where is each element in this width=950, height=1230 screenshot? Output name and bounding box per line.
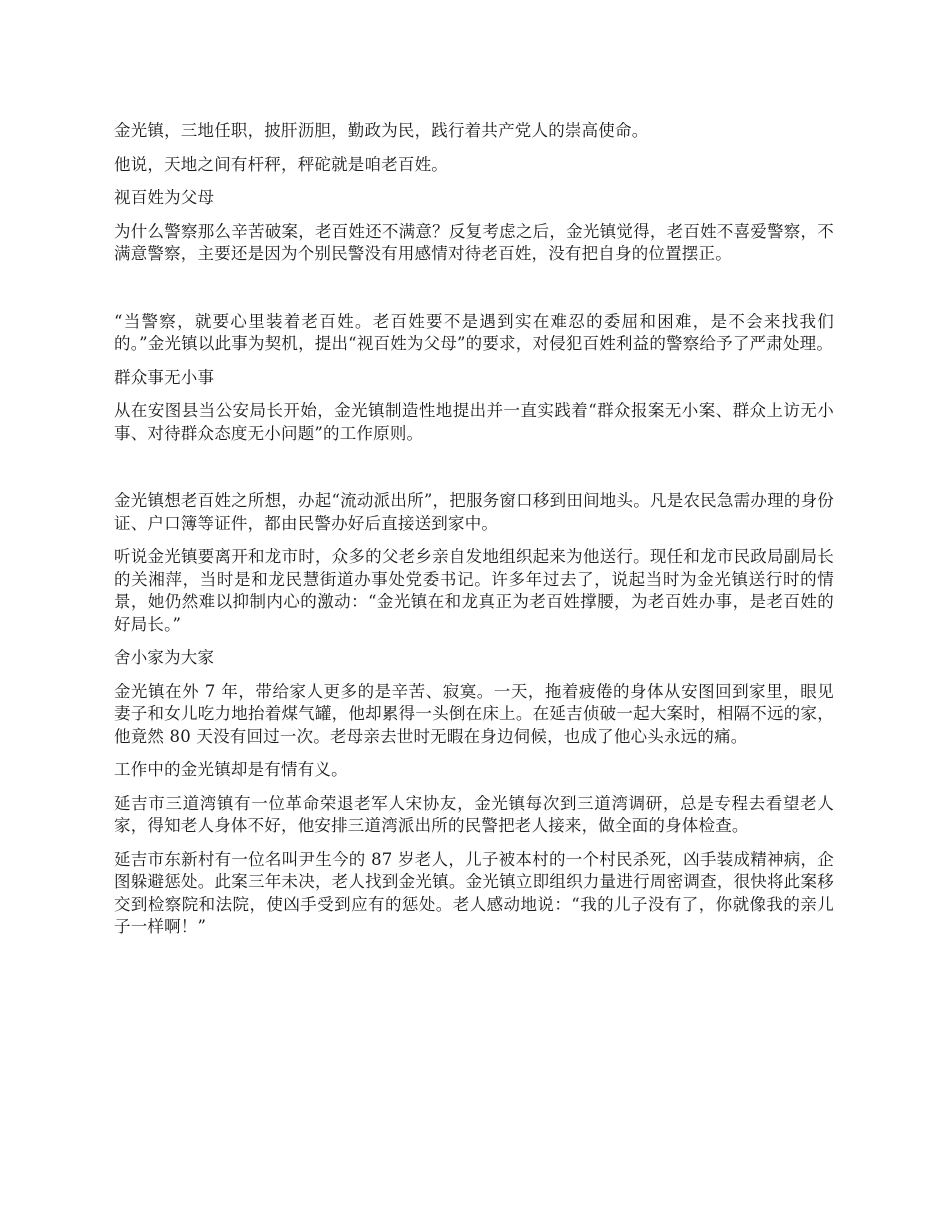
paragraph-elder-case: 延吉市东新村有一位名叫尹生今的 87 岁老人，儿子被本村的一个村民杀死，凶手装成精神病，企图躲避惩处。此案三年未决，老人找到金光镇。金光镇立即组织力量进行周密调查，很快将此案移交到检察院和法院，使凶手受到应有的惩处。老人感动地说：“我的儿子没有了，你就像我的亲儿子一样啊！” — [114, 849, 834, 936]
document-body — [114, 120, 834, 950]
paragraph-being-police: “当警察，就要心里装着老百姓。老百姓要不是遇到实在难忍的委屈和困难，是不会来找我们的。”金光镇以此事为契机，提出“视百姓为父母”的要求，对侵犯百姓利益的警察给予了严肃处理。 — [114, 311, 834, 353]
paragraph-why-police: 为什么警察那么辛苦破案，老百姓还不满意？反复考虑之后，金光镇觉得，老百姓不喜爱警察，不满意警察，主要还是因为个别民警没有用感情对待老百姓，没有把自身的位置摆正。 — [114, 221, 834, 263]
section-heading-no-small-matters: 群众事无小事 — [114, 367, 215, 387]
paragraph-mobile-station: 金光镇想老百姓之所想，办起“流动派出所”，把服务窗口移到田间地头。凡是农民急需办理的身份证、户口簿等证件，都由民警办好后直接送到家中。 — [114, 491, 834, 533]
section-heading-parents: 视百姓为父母 — [114, 188, 215, 207]
paragraph-quote-scale: 他说，天地之间有杆秤，秤砣就是咱老百姓。 — [114, 154, 448, 174]
paragraph-spacer — [114, 456, 834, 490]
paragraph-family-sacrifice: 金光镇在外 7 年，带给家人更多的是辛苦、寂寞。一天，拖着疲倦的身体从安图回到家里，眼见妻子和女儿吃力地抬着煤气罐，他却累得一头倒在床上。在延吉侦破一起大案时，相隔不远的家，他竟然 80 天没有回过一次。老母亲去世时无暇在身边伺候，也成了他心头永远的痛。 — [114, 681, 834, 746]
paragraph-farewell: 听说金光镇要离开和龙市时，众多的父老乡亲自发地组织起来为他送行。现任和龙市民政局副局长的关湘萍，当时是和龙民慧街道办事处党委书记。许多年过去了，说起当时为金光镇送行时的情景，她仍然难以抑制内心的激动：“金光镇在和龙真正为老百姓撑腰，为老百姓办事，是老百姓的好局长。” — [114, 547, 834, 634]
paragraph-spacer — [114, 277, 834, 311]
paragraph-intro: 金光镇，三地任职，披肝沥胆，勤政为民，践行着共产党人的崇高使命。 — [114, 121, 649, 140]
section-heading-family: 舍小家为大家 — [114, 648, 215, 667]
paragraph-work-principle: 从在安图县当公安局长开始，金光镇制造性地提出并一直实践着“群众报案无小案、群众上访无小事、对待群众态度无小问题”的工作原则。 — [114, 401, 834, 443]
paragraph-veteran: 延吉市三道湾镇有一位革命荣退老军人宋协友，金光镇每次到三道湾调研，总是专程去看望老人家，得知老人身体不好，他安排三道湾派出所的民警把老人接来，做全面的身体检查。 — [114, 793, 834, 835]
paragraph-loyalty: 工作中的金光镇却是有情有义。 — [114, 760, 348, 779]
